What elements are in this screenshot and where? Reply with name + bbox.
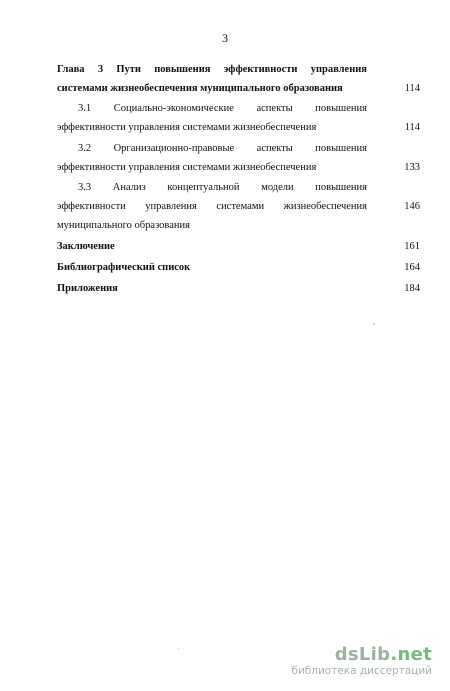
toc-bibliography-label: Библиографический список: [57, 262, 191, 273]
toc-chapter-title-line-2: системами жизнеобеспечения муниципального образования: [57, 83, 343, 94]
toc-entry-section-3-2[interactable]: [57, 139, 420, 177]
toc-entry-bibliography[interactable]: [57, 258, 420, 277]
scan-speck: [373, 323, 375, 325]
watermark-subtitle: библиотека диссертаций: [291, 665, 432, 677]
toc-page-number: 161: [404, 241, 420, 252]
toc-page-number: 184: [404, 283, 420, 294]
watermark-logo-main: dsLib: [334, 644, 391, 665]
toc-entry-appendix[interactable]: [57, 279, 420, 298]
toc-chapter-title-line-1: Глава 3 Пути повышения эффективности управления: [57, 64, 367, 75]
toc-section-title-line-3: муниципального образования: [57, 220, 190, 231]
toc-section-title-line-2: эффективности управления системами жизнеобеспечения: [57, 201, 367, 212]
toc-section-title-line-2: эффективности управления системами жизнеобеспечения: [57, 162, 317, 173]
watermark-logo: [291, 644, 432, 665]
toc-page-number: 114: [404, 122, 420, 133]
toc-page-number: 146: [404, 201, 420, 212]
toc-conclusion-label: Заключение: [57, 241, 115, 252]
toc-section-title-line-2: эффективности управления системами жизнеобеспечения: [57, 122, 317, 133]
toc-section-title-line-1: 3.1 Социально-экономические аспекты повышения: [78, 103, 367, 114]
toc-entry-section-3-3[interactable]: [57, 178, 420, 235]
toc-section-title-line-1: 3.3 Анализ концептуальной модели повышения: [78, 182, 367, 193]
toc-section-title-line-1: 3.2 Организационно-правовые аспекты повышения: [78, 143, 367, 154]
toc-entry-conclusion[interactable]: [57, 237, 420, 256]
page-number: 3: [222, 31, 228, 45]
toc-page-number: 114: [404, 83, 420, 94]
toc-page-number: 164: [404, 262, 420, 273]
watermark: [291, 644, 432, 677]
toc-entry-chapter-3[interactable]: [57, 60, 420, 98]
table-of-contents: [57, 60, 420, 298]
toc-appendix-label: Приложения: [57, 283, 118, 294]
scan-speck: [178, 648, 179, 649]
toc-page-number: 133: [404, 162, 420, 173]
watermark-logo-tld: .net: [390, 644, 432, 665]
toc-entry-section-3-1[interactable]: [57, 99, 420, 137]
